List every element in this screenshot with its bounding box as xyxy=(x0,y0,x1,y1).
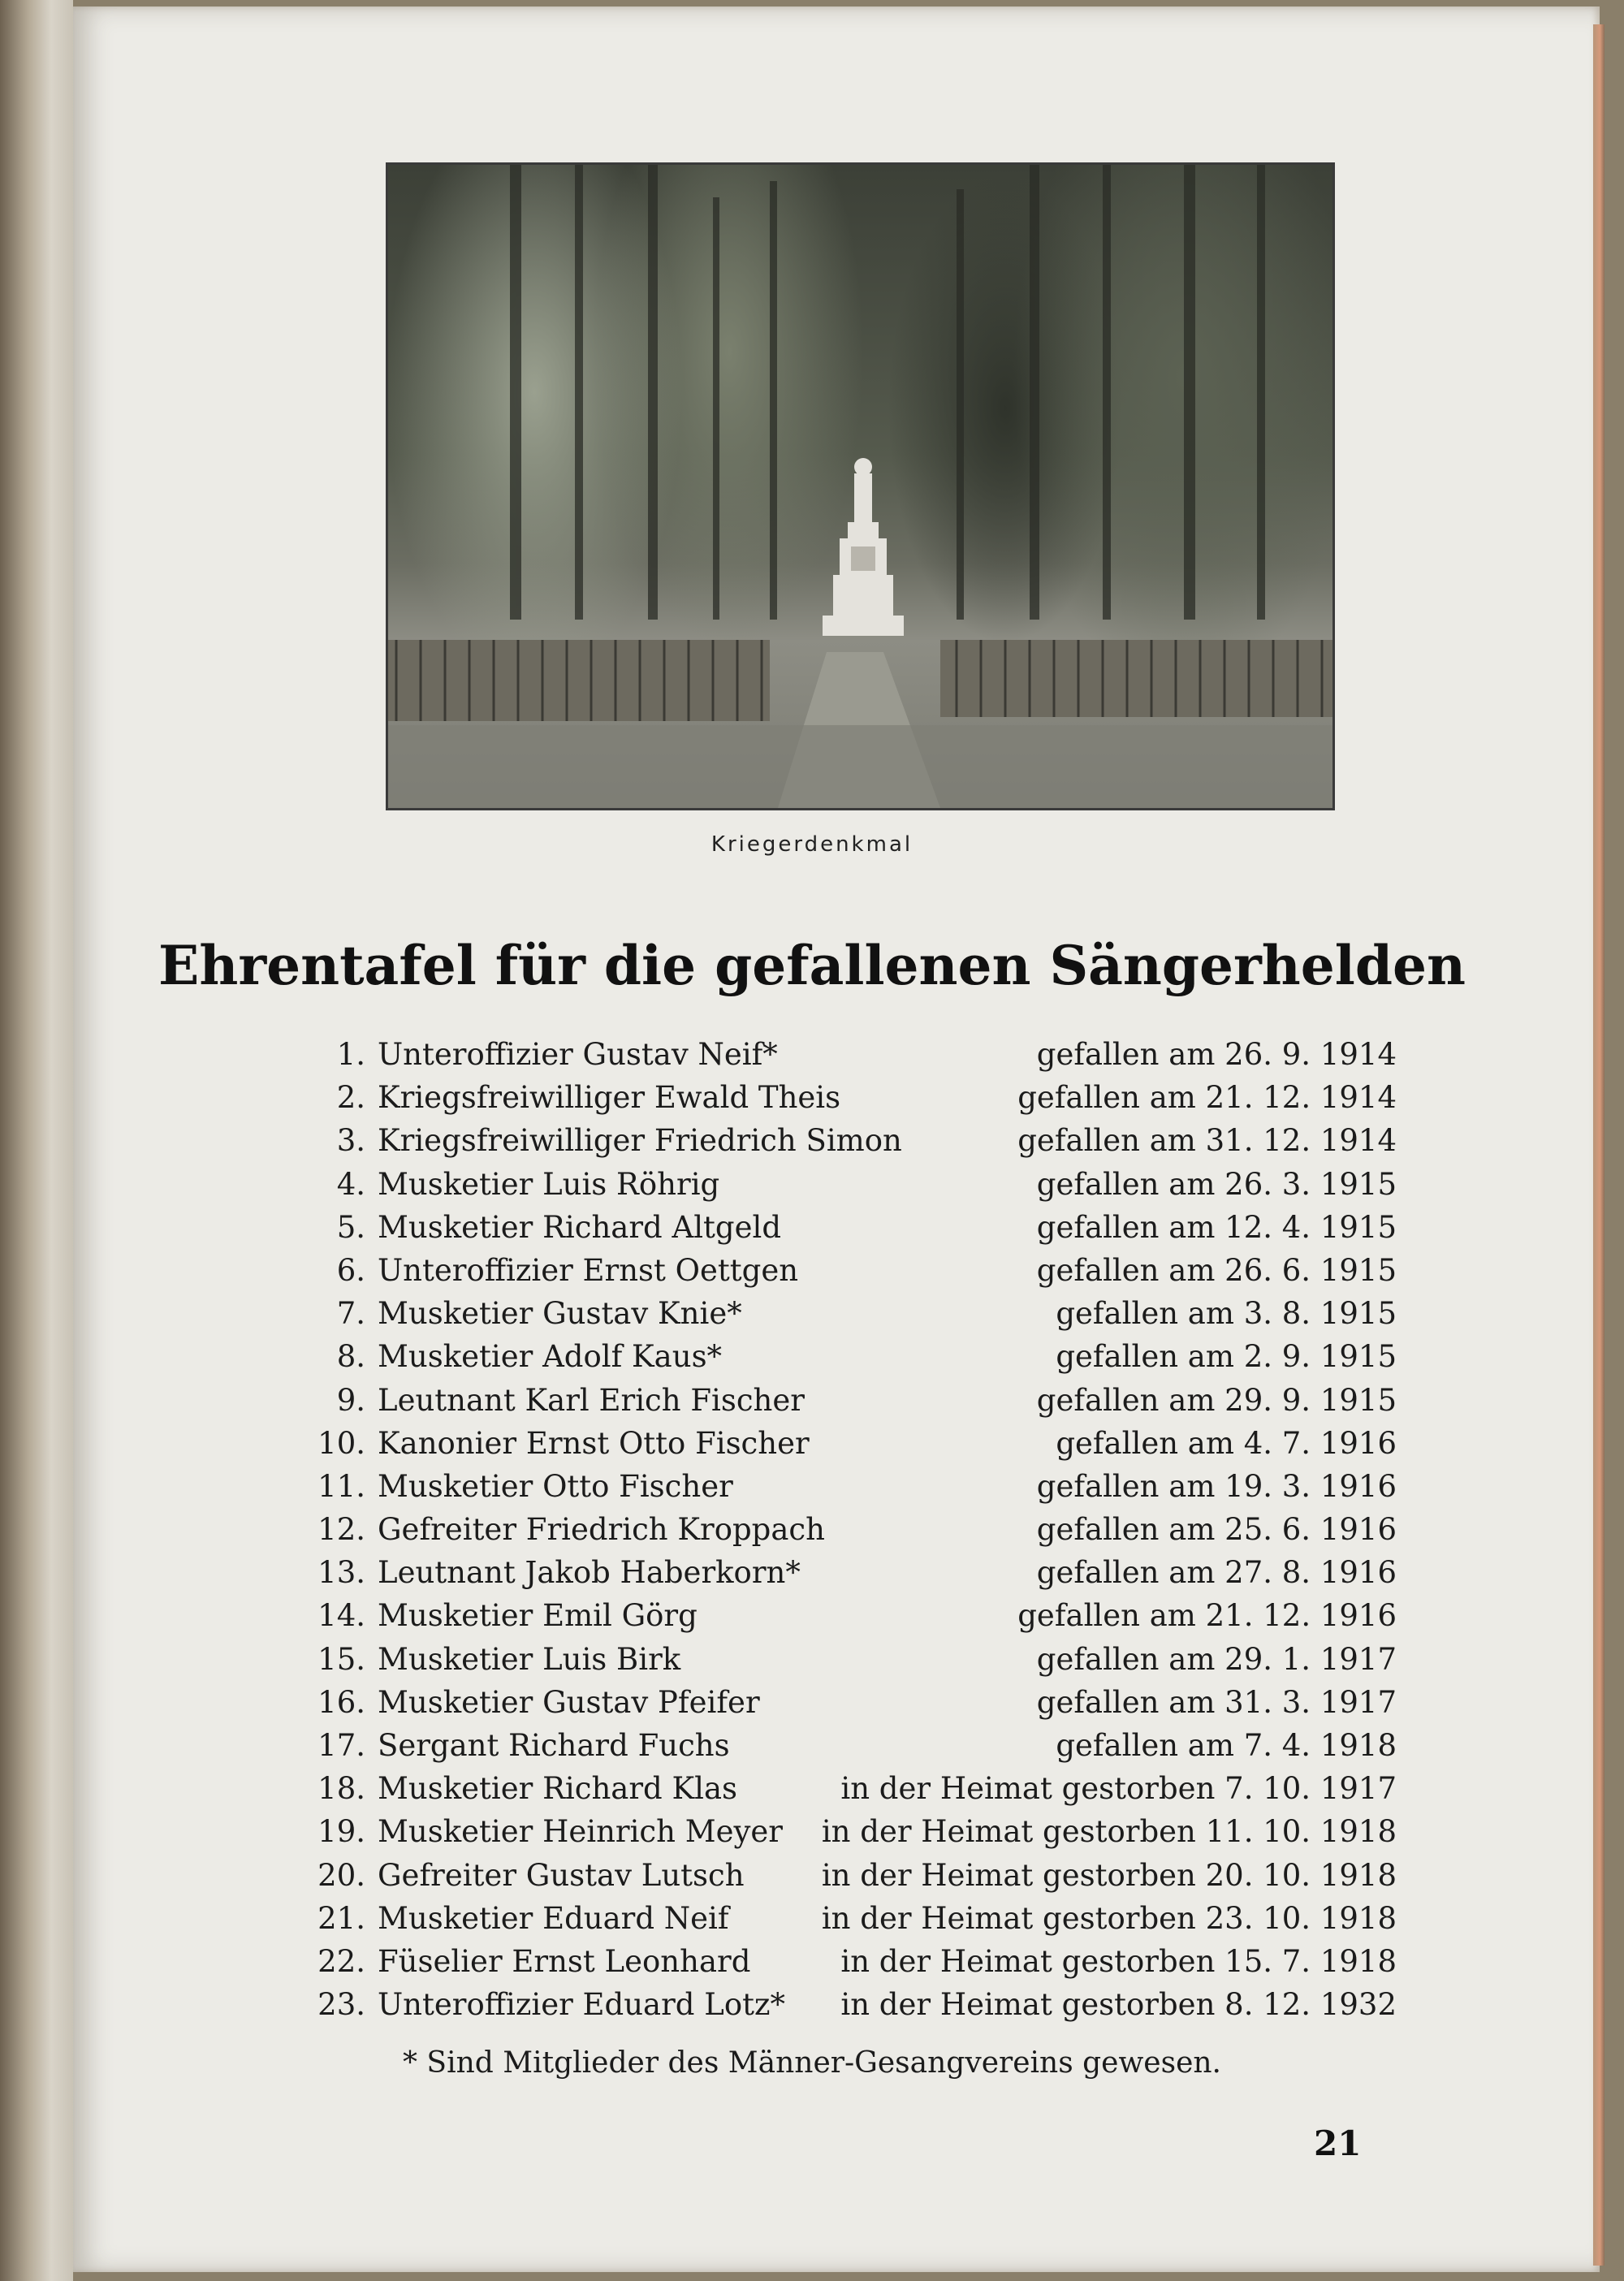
list-item xyxy=(309,1638,1397,1681)
entry-number: 15. xyxy=(317,1641,365,1677)
entry-fate: gefallen am 29. 9. 1915 xyxy=(1036,1382,1397,1418)
entry-name: Leutnant Karl Erich Fischer xyxy=(378,1382,805,1418)
entry-fate: gefallen am 21. 12. 1914 xyxy=(1017,1080,1397,1116)
entry-number: 9. xyxy=(336,1382,365,1418)
entry-name: Unteroffizier Eduard Lotz* xyxy=(378,1987,785,2023)
entry-name: Musketier Richard Klas xyxy=(378,1771,738,1807)
entry-name: Unteroffizier Ernst Oettgen xyxy=(378,1252,799,1288)
entry-name: Unteroffizier Gustav Neif* xyxy=(378,1037,778,1072)
entry-name: Musketier Emil Görg xyxy=(378,1598,698,1634)
entry-fate: in der Heimat gestorben 15. 7. 1918 xyxy=(840,1943,1397,1979)
photo-caption: Kriegerdenkmal xyxy=(710,832,914,857)
page-edge xyxy=(1593,24,1605,2266)
list-item xyxy=(309,1983,1397,2026)
entry-name: Musketier Gustav Pfeifer xyxy=(378,1684,760,1720)
entry-number: 16. xyxy=(317,1684,365,1720)
list-item xyxy=(309,1076,1397,1119)
entry-number: 19. xyxy=(317,1814,365,1850)
memorial-illustration xyxy=(388,165,1332,808)
list-item xyxy=(309,1379,1397,1422)
entry-name: Musketier Luis Röhrig xyxy=(378,1166,720,1202)
entry-fate: gefallen am 21. 12. 1916 xyxy=(1017,1598,1397,1634)
entry-fate: in der Heimat gestorben 7. 10. 1917 xyxy=(840,1771,1397,1807)
entry-fate: gefallen am 27. 8. 1916 xyxy=(1036,1555,1397,1591)
entry-name: Gefreiter Friedrich Kroppach xyxy=(378,1512,825,1548)
entry-number: 21. xyxy=(317,1900,365,1936)
list-item xyxy=(309,1465,1397,1508)
entry-fate: in der Heimat gestorben 23. 10. 1918 xyxy=(821,1900,1397,1936)
entry-number: 1. xyxy=(336,1037,365,1072)
entry-name: Musketier Heinrich Meyer xyxy=(378,1814,783,1850)
list-item xyxy=(309,1335,1397,1378)
entry-fate: gefallen am 26. 6. 1915 xyxy=(1036,1252,1397,1288)
entry-number: 2. xyxy=(336,1080,365,1116)
list-item xyxy=(309,1119,1397,1162)
entry-name: Füselier Ernst Leonhard xyxy=(378,1943,751,1979)
entry-name: Kriegsfreiwilliger Friedrich Simon xyxy=(378,1123,902,1159)
entry-name: Musketier Otto Fischer xyxy=(378,1468,733,1504)
entry-name: Gefreiter Gustav Lutsch xyxy=(378,1857,745,1893)
entry-name: Musketier Eduard Neif xyxy=(378,1900,729,1936)
entry-number: 20. xyxy=(317,1857,365,1893)
list-item xyxy=(309,1897,1397,1940)
entry-name: Kriegsfreiwilliger Ewald Theis xyxy=(378,1080,841,1116)
entry-fate: gefallen am 29. 1. 1917 xyxy=(1036,1641,1397,1677)
entry-name: Musketier Adolf Kaus* xyxy=(378,1339,723,1375)
entry-fate: gefallen am 19. 3. 1916 xyxy=(1036,1468,1397,1504)
footnote: * Sind Mitglieder des Männer-Gesangvereins gewesen. xyxy=(402,2046,1222,2080)
entry-name: Kanonier Ernst Otto Fischer xyxy=(378,1425,810,1461)
entry-number: 6. xyxy=(336,1252,365,1288)
entry-name: Musketier Luis Birk xyxy=(378,1641,681,1677)
entry-name: Leutnant Jakob Haberkorn* xyxy=(378,1555,801,1591)
list-item xyxy=(309,1508,1397,1551)
entry-number: 3. xyxy=(336,1123,365,1159)
list-item xyxy=(309,1206,1397,1249)
entry-fate: in der Heimat gestorben 8. 12. 1932 xyxy=(840,1987,1397,2023)
page-number: 21 xyxy=(1314,2123,1362,2163)
list-item xyxy=(309,1681,1397,1724)
entry-fate: gefallen am 26. 9. 1914 xyxy=(1036,1037,1397,1072)
memorial-photo xyxy=(386,162,1335,810)
entry-number: 10. xyxy=(317,1425,365,1461)
entry-number: 11. xyxy=(317,1468,365,1504)
entry-number: 13. xyxy=(317,1555,365,1591)
book-binding xyxy=(0,0,73,2281)
entry-fate: gefallen am 3. 8. 1915 xyxy=(1056,1296,1397,1332)
entry-fate: gefallen am 31. 12. 1914 xyxy=(1017,1123,1397,1159)
list-item xyxy=(309,1163,1397,1206)
list-item xyxy=(309,1249,1397,1292)
entry-fate: gefallen am 2. 9. 1915 xyxy=(1056,1339,1397,1375)
entry-number: 22. xyxy=(317,1943,365,1979)
list-item xyxy=(309,1854,1397,1897)
entry-name: Musketier Richard Altgeld xyxy=(378,1209,782,1245)
entry-number: 5. xyxy=(336,1209,365,1245)
entry-number: 8. xyxy=(336,1339,365,1375)
entry-name: Musketier Gustav Knie* xyxy=(378,1296,742,1332)
entry-fate: gefallen am 26. 3. 1915 xyxy=(1036,1166,1397,1202)
entry-number: 23. xyxy=(317,1987,365,2023)
entry-fate: in der Heimat gestorben 20. 10. 1918 xyxy=(821,1857,1397,1893)
list-item xyxy=(309,1767,1397,1810)
entry-fate: gefallen am 7. 4. 1918 xyxy=(1056,1728,1397,1763)
entry-fate: gefallen am 12. 4. 1915 xyxy=(1036,1209,1397,1245)
entry-number: 17. xyxy=(317,1728,365,1763)
honor-roll xyxy=(309,1033,1397,2026)
list-item xyxy=(309,1810,1397,1853)
entry-fate: gefallen am 31. 3. 1917 xyxy=(1036,1684,1397,1720)
list-item xyxy=(309,1940,1397,1983)
list-item xyxy=(309,1033,1397,1076)
list-item xyxy=(309,1551,1397,1594)
entry-number: 7. xyxy=(336,1296,365,1332)
list-item xyxy=(309,1724,1397,1767)
page-title: Ehrentafel für die gefallenen Sängerhelden xyxy=(158,934,1466,997)
entry-number: 14. xyxy=(317,1598,365,1634)
list-item xyxy=(309,1422,1397,1465)
list-item xyxy=(309,1292,1397,1335)
entry-number: 12. xyxy=(317,1512,365,1548)
entry-name: Sergant Richard Fuchs xyxy=(378,1728,730,1763)
entry-fate: gefallen am 4. 7. 1916 xyxy=(1056,1425,1397,1461)
entry-fate: in der Heimat gestorben 11. 10. 1918 xyxy=(821,1814,1397,1850)
entry-fate: gefallen am 25. 6. 1916 xyxy=(1036,1512,1397,1548)
list-item xyxy=(309,1594,1397,1637)
entry-number: 4. xyxy=(336,1166,365,1202)
entry-number: 18. xyxy=(317,1771,365,1807)
